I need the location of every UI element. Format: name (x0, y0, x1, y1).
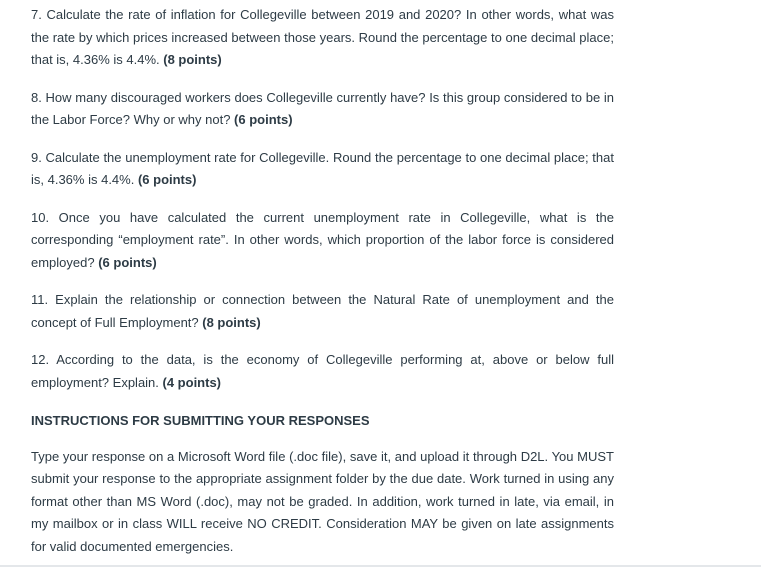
question-12-text: 12. According to the data, is the economy of Collegeville performing at, above or below full employment? Explain. (31, 352, 614, 390)
question-7-points: (8 points) (163, 52, 222, 67)
question-9 (31, 147, 614, 192)
question-9-points: (6 points) (137, 172, 197, 187)
question-8-points: (6 points) (234, 112, 293, 127)
question-11-text: 11. Explain the relationship or connection between the Natural Rate of unemployment and the concept of Full Employment? (31, 292, 614, 330)
assignment-content (31, 4, 614, 558)
instructions-heading: INSTRUCTIONS FOR SUBMITTING YOUR RESPONSES (31, 413, 370, 428)
question-10-points: (6 points) (98, 254, 157, 270)
instructions-body: Type your response on a Microsoft Word file (.doc file), save it, and upload it through D2L. You MUST submit your response to the appropriate assignment folder by the due date. Work turned in using any format other than MS Word (.doc), may not be graded. In addition, work turned in late, via email, in my mailbox or in class WILL receive NO CREDIT. Consideration MAY be given on late assignments for valid documented emergencies. (31, 449, 614, 554)
question-8 (31, 87, 614, 132)
question-10 (31, 207, 614, 275)
question-10-text: 10. Once you have calculated the current unemployment rate in Collegeville, what is the corresponding “employment rate”. In other words, which proportion of the labor force is considered employed? (31, 209, 614, 270)
question-7-text: 7. Calculate the rate of inflation for Collegeville between 2019 and 2020? In other words, what was the rate by which prices increased between those years. Round the percentage to one decimal place; that is, 4.36% is 4.4%. (31, 7, 614, 67)
question-7 (31, 4, 614, 72)
question-12 (31, 349, 614, 394)
question-11 (31, 289, 614, 334)
question-11-points: (8 points) (202, 314, 261, 330)
question-12-points: (4 points) (162, 374, 222, 390)
question-9-text: 9. Calculate the unemployment rate for Collegeville. Round the percentage to one decimal place; that is, 4.36% is 4.4%. (31, 149, 614, 187)
question-8-text: 8. How many discouraged workers does Collegeville currently have? Is this group considered to be in the Labor Force? Why or why not? (31, 89, 614, 127)
